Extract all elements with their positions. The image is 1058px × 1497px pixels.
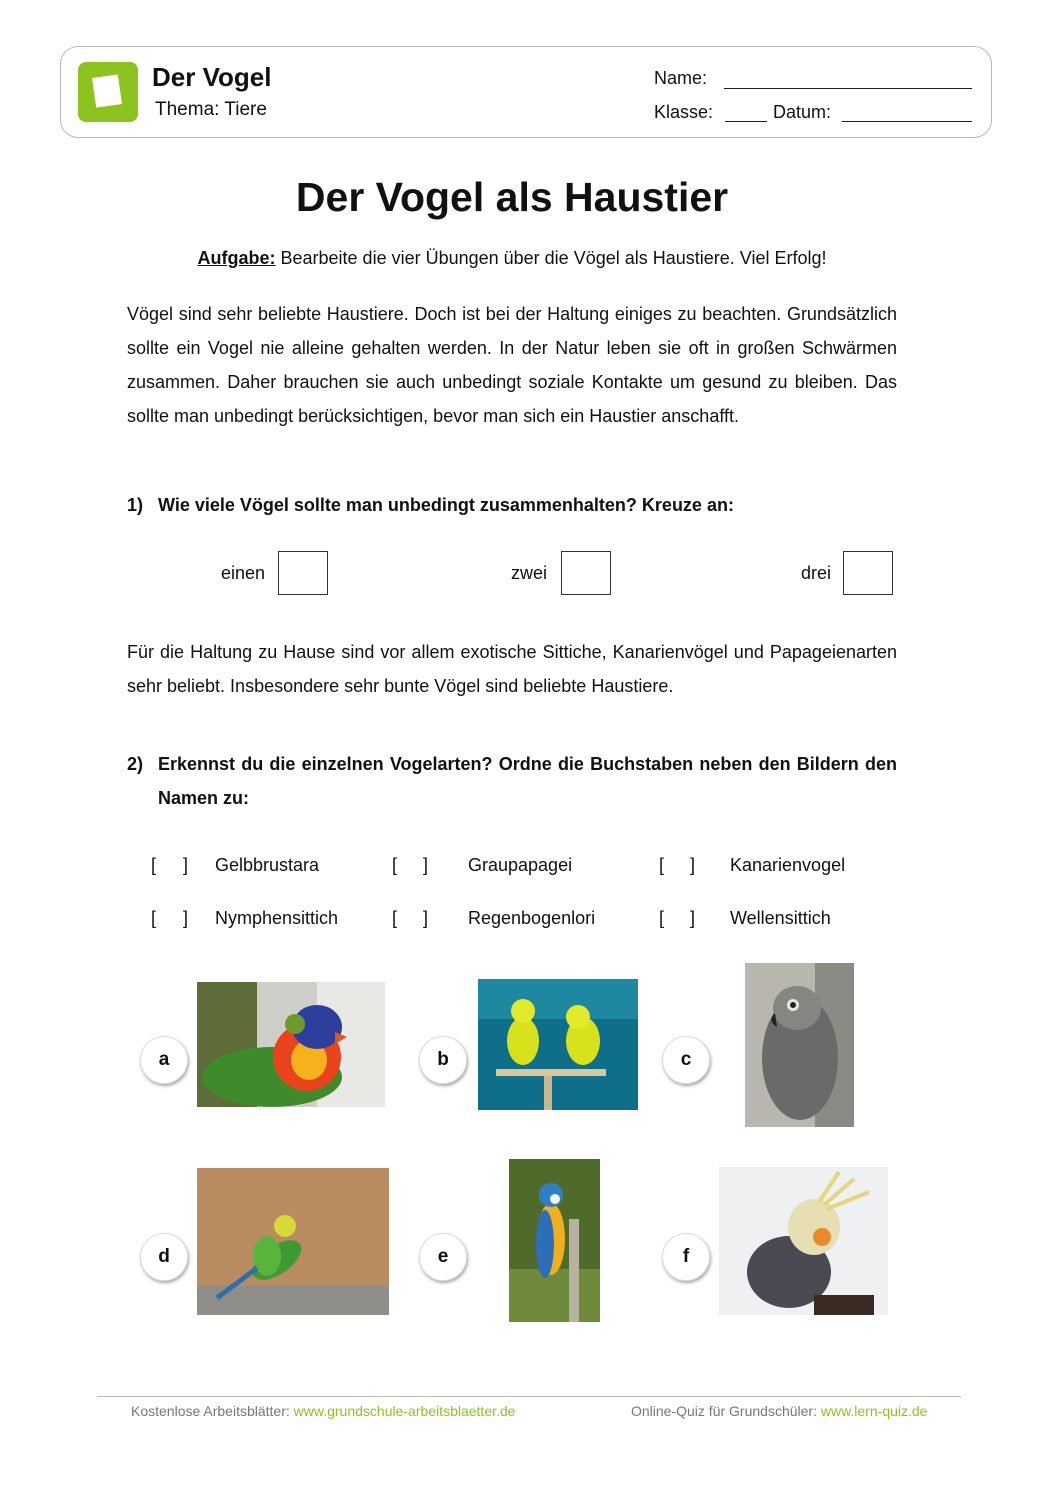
task-instruction [0, 248, 1024, 269]
klasse-label: Klasse: [654, 102, 714, 122]
answer-bracket-close[interactable]: ] [423, 855, 429, 875]
image-label-f: f [662, 1233, 710, 1281]
answer-bracket-close[interactable]: ] [690, 855, 696, 875]
datum-field[interactable] [842, 121, 972, 122]
bird-name-regenbogenlori: Regenbogenlori [468, 908, 596, 928]
footer-divider [97, 1396, 961, 1397]
photo-cockatiel [719, 1167, 888, 1315]
footer-left-text: Kostenlose Arbeitsblätter: [131, 1403, 294, 1419]
photo-macaw [509, 1159, 600, 1322]
photo-budgerigar [197, 1168, 389, 1315]
bird-name-graupapagei: Graupapagei [468, 855, 573, 875]
image-label-e: e [419, 1233, 467, 1281]
answer-bracket-close[interactable]: ] [183, 908, 189, 928]
image-label-b: b [419, 1036, 467, 1084]
klasse-field[interactable] [725, 121, 767, 122]
datum-label: Datum: [773, 102, 832, 122]
task-text: Bearbeite die vier Übungen über die Vögel als Haustiere. Viel Erfolg! [275, 248, 827, 268]
checkbox-drei[interactable] [843, 551, 893, 595]
answer-bracket-close[interactable]: ] [423, 908, 429, 928]
answer-bracket-open[interactable]: [ [151, 908, 157, 928]
question-2-number: 2) [127, 754, 144, 774]
footer-right-link[interactable]: www.lern-quiz.de [820, 1403, 928, 1419]
footer-right-text: Online-Quiz für Grundschüler: [631, 1403, 821, 1419]
bird-name-nymphensittich: Nymphensittich [215, 908, 339, 928]
image-label-c: c [662, 1036, 710, 1084]
option-label-einen: einen [221, 563, 266, 583]
intro-paragraph: Vögel sind sehr beliebte Haustiere. Doch ist bei der Haltung einiges zu beachten. Grundsätzlich sollte ein Vogel nie alleine gehalten werden. In der Natur leben sie oft in großen Schwärmen zusammen. Daher brauchen sie auch unbedingt soziale Kontakte um gesund zu bleiben. Das sollte man unbedingt berücksichtigen, bevor man sich ein Haustier anschafft. [127, 304, 897, 426]
footer-left [131, 1403, 515, 1419]
bird-name-wellensittich: Wellensittich [730, 908, 831, 928]
name-field[interactable] [724, 88, 972, 89]
option-label-drei: drei [801, 563, 832, 583]
checkbox-zwei[interactable] [561, 551, 611, 595]
answer-bracket-open[interactable]: [ [151, 855, 157, 875]
answer-bracket-close[interactable]: ] [183, 855, 189, 875]
photo-grey-parrot [745, 963, 854, 1127]
answer-bracket-open[interactable]: [ [392, 855, 398, 875]
name-label: Name: [654, 68, 708, 88]
option-label-zwei: zwei [511, 563, 548, 583]
second-paragraph: Für die Haltung zu Hause sind vor allem exotische Sittiche, Kanarienvögel und Papageienarten sehr beliebt. Insbesondere sehr bunte Vögel sind beliebte Haustiere. [127, 642, 897, 696]
photo-rainbow-lorikeet [197, 982, 385, 1107]
photo-canaries [478, 979, 638, 1110]
task-label: Aufgabe: [197, 248, 276, 268]
answer-bracket-open[interactable]: [ [659, 855, 665, 875]
bird-name-gelbbrustara: Gelbbrustara [215, 855, 320, 875]
answer-bracket-open[interactable]: [ [659, 908, 665, 928]
checkbox-einen[interactable] [278, 551, 328, 595]
worksheet-subtitle: Thema: Tiere [155, 99, 267, 120]
question-1-number: 1) [127, 495, 144, 515]
question-2-text: Erkennst du die einzelnen Vogelarten? Ordne die Buchstaben neben den Bildern den Namen zu: [158, 754, 897, 808]
question-1-text: Wie viele Vögel sollte man unbedingt zusammenhalten? Kreuze an: [158, 495, 734, 515]
footer-right [631, 1403, 927, 1419]
image-label-a: a [140, 1036, 188, 1084]
worksheet-logo-icon [78, 62, 138, 122]
answer-bracket-close[interactable]: ] [690, 908, 696, 928]
image-label-d: d [140, 1233, 188, 1281]
worksheet-title: Der Vogel [152, 62, 272, 92]
answer-bracket-open[interactable]: [ [392, 908, 398, 928]
page-title: Der Vogel als Haustier [295, 174, 729, 220]
footer-left-link[interactable]: www.grundschule-arbeitsblaetter.de [293, 1403, 516, 1419]
bird-name-kanarienvogel: Kanarienvogel [730, 855, 846, 875]
